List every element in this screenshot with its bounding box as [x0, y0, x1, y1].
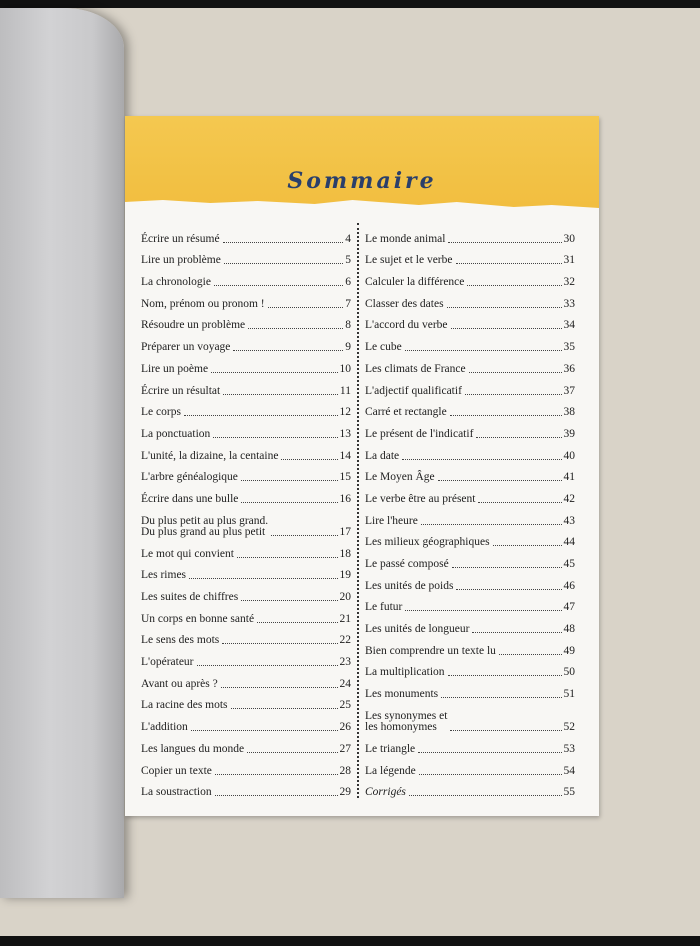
toc-entry-page-number: 12 — [339, 406, 351, 419]
toc-entry-page-number: 27 — [339, 742, 351, 755]
dot-leader — [248, 328, 343, 329]
toc-entry-label: Les milieux géographiques — [365, 536, 490, 549]
toc-entry — [141, 353, 351, 375]
toc-entry — [365, 777, 575, 799]
toc-entry-page-number: 4 — [345, 232, 351, 245]
photo-border-top — [0, 0, 700, 8]
toc-entry-label: Bien comprendre un texte lu — [365, 644, 496, 657]
toc-entry — [365, 678, 575, 700]
header-banner — [125, 116, 599, 216]
toc-entry — [141, 266, 351, 288]
left-page-footnote-illegible — [0, 760, 145, 887]
toc-entry-label: Le corps — [141, 406, 181, 419]
dot-leader — [405, 350, 562, 351]
toc-entry-label: Le Moyen Âge — [365, 471, 435, 484]
toc-entry-label: Les synonymes et les homonymes — [365, 710, 448, 734]
toc-entry — [365, 700, 575, 733]
dot-leader — [450, 730, 561, 731]
toc-entry-page-number: 41 — [563, 471, 575, 484]
toc-entry — [141, 310, 351, 332]
toc-entry-page-number: 25 — [339, 699, 351, 712]
toc-entry-label: Du plus petit au plus grand. Du plus grand au plus petit — [141, 514, 269, 538]
toc-entry-label: Nom, prénom ou pronom ! — [141, 297, 265, 310]
toc-entry — [365, 733, 575, 755]
toc-entry — [365, 288, 575, 310]
toc-entry — [141, 711, 351, 733]
toc-entry-page-number: 23 — [339, 656, 351, 669]
toc-entry — [365, 418, 575, 440]
toc-entry-page-number: 51 — [563, 688, 575, 701]
toc-entry — [141, 625, 351, 647]
dot-leader — [448, 675, 562, 676]
toc-entry-label: Écrire un résumé — [141, 232, 220, 245]
toc-entry-page-number: 32 — [563, 276, 575, 289]
toc-entry-label: L'opérateur — [141, 656, 194, 669]
toc-entry — [141, 440, 351, 462]
dot-leader — [476, 437, 561, 438]
dot-leader — [241, 502, 337, 503]
toc-entry — [141, 646, 351, 668]
toc-entry — [365, 375, 575, 397]
dot-leader — [257, 622, 337, 623]
toc-entry-page-number: 14 — [339, 449, 351, 462]
page-title: Sommaire — [287, 168, 437, 194]
dot-leader — [184, 415, 338, 416]
toc-entry — [141, 288, 351, 310]
toc-entry — [141, 603, 351, 625]
toc-entry — [141, 560, 351, 582]
dot-leader — [456, 589, 561, 590]
toc-entry-label: Le futur — [365, 601, 403, 614]
toc-entry-page-number: 53 — [563, 742, 575, 755]
toc-entry-label: Le passé composé — [365, 558, 449, 570]
toc-entry-label: Les monuments — [365, 688, 439, 701]
toc-entry-page-number: 10 — [339, 362, 351, 375]
toc-entry-label: Un corps en bonne santé — [141, 612, 255, 625]
dot-leader — [493, 545, 562, 546]
toc-entry-page-number: 46 — [563, 579, 575, 592]
dot-leader — [402, 459, 561, 460]
toc-entry — [365, 657, 575, 679]
toc-entry-label: Avant ou après ? — [141, 677, 218, 690]
toc-entry-label: L'unité, la dizaine, la centaine — [141, 449, 279, 462]
toc-entry-page-number: 55 — [563, 786, 575, 799]
dot-leader — [467, 285, 561, 286]
dot-leader — [469, 372, 562, 373]
toc-entry-page-number: 15 — [339, 471, 351, 484]
toc-entry-label: La multiplication — [365, 666, 445, 679]
toc-entry-label: Préparer un voyage — [141, 341, 231, 354]
toc-entry-page-number: 39 — [563, 427, 575, 440]
toc-entry — [365, 440, 575, 462]
table-of-contents-page — [125, 116, 599, 816]
toc-entry — [365, 613, 575, 635]
toc-entry — [141, 755, 351, 777]
dot-leader — [438, 480, 562, 481]
toc-entry — [365, 223, 575, 245]
toc-entry — [365, 548, 575, 570]
dot-leader — [409, 795, 562, 796]
toc-entry — [365, 527, 575, 549]
toc-entry-page-number: 6 — [345, 276, 351, 289]
toc-entry — [365, 310, 575, 332]
toc-entry-page-number: 18 — [339, 547, 351, 560]
dot-leader — [224, 263, 343, 264]
toc-entry — [141, 462, 351, 484]
toc-entry-page-number: 45 — [563, 558, 575, 570]
toc-entry — [365, 483, 575, 505]
toc-entry-page-number: 35 — [563, 341, 575, 354]
toc-entry — [365, 592, 575, 614]
toc-entry — [141, 223, 351, 245]
toc-entry — [141, 690, 351, 712]
toc-left-column — [141, 223, 351, 798]
toc-entry — [365, 266, 575, 288]
dot-leader — [419, 774, 562, 775]
toc-entry-label: L'accord du verbe — [365, 319, 448, 332]
dot-leader — [223, 242, 344, 243]
toc-entry-label: La légende — [365, 764, 416, 777]
toc-entry — [141, 733, 351, 755]
column-divider — [357, 223, 359, 798]
toc-entry-label: Classer des dates — [365, 297, 444, 310]
dot-leader — [451, 328, 562, 329]
toc-entry-label: Le sujet et le verbe — [365, 254, 453, 267]
dot-leader — [441, 697, 561, 698]
toc-entry — [141, 538, 351, 560]
toc-entry-page-number: 49 — [563, 644, 575, 657]
toc-entry-page-number: 20 — [339, 591, 351, 603]
toc-entry-page-number: 30 — [563, 232, 575, 245]
toc-entry-page-number: 5 — [345, 254, 351, 267]
dot-leader — [268, 307, 344, 308]
toc-entry-label: Les rimes — [141, 569, 187, 582]
toc-entry-label: L'addition — [141, 721, 188, 734]
dot-leader — [191, 730, 338, 731]
toc-entry-label: Écrire dans une bulle — [141, 492, 239, 505]
left-page — [0, 8, 124, 898]
toc-entry-page-number: 50 — [563, 666, 575, 679]
toc-entry-label: Le présent de l'indicatif — [365, 427, 474, 440]
toc-entry-page-number: 38 — [563, 406, 575, 419]
toc-entry — [141, 777, 351, 799]
dot-leader — [215, 774, 338, 775]
photo-border-bottom — [0, 936, 700, 946]
toc-entry-page-number: 28 — [339, 764, 351, 777]
toc-entry-page-number: 11 — [339, 384, 351, 397]
dot-leader — [456, 263, 562, 264]
toc-entry-label: La date — [365, 449, 400, 462]
toc-entry-page-number: 22 — [339, 634, 351, 647]
toc-entry-page-number: 42 — [563, 492, 575, 505]
toc-entry-page-number: 8 — [345, 319, 351, 332]
toc-entry-label: Les langues du monde — [141, 742, 245, 755]
dot-leader — [465, 394, 562, 395]
dot-leader — [421, 524, 562, 525]
toc-entry-page-number: 21 — [339, 612, 351, 625]
toc-entry-page-number: 33 — [563, 297, 575, 310]
toc-entry-page-number: 44 — [563, 536, 575, 549]
dot-leader — [233, 350, 343, 351]
dot-leader — [448, 242, 561, 243]
dot-leader — [189, 578, 337, 579]
toc-entry — [141, 375, 351, 397]
toc-entry — [141, 331, 351, 353]
dot-leader — [478, 502, 561, 503]
toc-entry-label: Carré et rectangle — [365, 406, 447, 419]
toc-entry-label: Les climats de France — [365, 362, 466, 375]
toc-entry-page-number: 24 — [339, 677, 351, 690]
toc-entry-page-number: 34 — [563, 319, 575, 332]
toc-entry-label: Lire un problème — [141, 254, 221, 267]
toc-entry — [365, 755, 575, 777]
toc-entry-label: Lire l'heure — [365, 514, 418, 527]
toc-entry-page-number: 52 — [563, 721, 575, 734]
toc-entry-page-number: 16 — [339, 492, 351, 505]
dot-leader — [214, 285, 343, 286]
toc-entry-label: Le verbe être au présent — [365, 492, 476, 505]
toc-entry-page-number: 48 — [563, 623, 575, 636]
toc-entry — [365, 635, 575, 657]
dot-leader — [215, 795, 338, 796]
dot-leader — [241, 480, 338, 481]
toc-entry — [365, 505, 575, 527]
dot-leader — [418, 752, 561, 753]
toc-entry-label: Calculer la différence — [365, 276, 465, 289]
dot-leader — [197, 665, 338, 666]
toc-entry-page-number: 40 — [563, 449, 575, 462]
dot-leader — [247, 752, 337, 753]
toc-entry-label: Copier un texte — [141, 764, 212, 777]
toc-entry — [141, 505, 351, 538]
dot-leader — [447, 307, 562, 308]
dot-leader — [472, 632, 561, 633]
toc-right-column — [365, 223, 575, 798]
toc-entry — [365, 570, 575, 592]
toc-entry — [141, 245, 351, 267]
toc-entry-label: Le mot qui convient — [141, 547, 234, 560]
dot-leader — [452, 567, 562, 568]
toc-entry-label: Résoudre un problème — [141, 319, 246, 332]
toc-entry — [365, 462, 575, 484]
dot-leader — [237, 557, 338, 558]
dot-leader — [213, 437, 337, 438]
dot-leader — [221, 687, 338, 688]
toc-entry-page-number: 54 — [563, 764, 575, 777]
toc-entry-label: La racine des mots — [141, 699, 228, 712]
dot-leader — [271, 535, 337, 536]
dot-leader — [231, 708, 338, 709]
dot-leader — [241, 600, 337, 601]
toc-entry-label: La ponctuation — [141, 427, 211, 440]
toc-entry-page-number: 13 — [339, 427, 351, 440]
toc-entry-label: Le monde animal — [365, 232, 446, 245]
toc-entry-label: Les suites de chiffres — [141, 591, 239, 603]
toc-entry-label: La soustraction — [141, 786, 212, 799]
toc-entry — [365, 331, 575, 353]
dot-leader — [450, 415, 562, 416]
toc-entry — [141, 668, 351, 690]
toc-entry — [141, 418, 351, 440]
toc-entry — [141, 397, 351, 419]
toc-entry-label: Le triangle — [365, 742, 416, 755]
toc-entry-page-number: 29 — [339, 786, 351, 799]
toc-entry-label: Le cube — [365, 341, 402, 354]
toc-entry-label: L'arbre généalogique — [141, 471, 238, 484]
dot-leader — [211, 372, 337, 373]
toc-entry-page-number: 37 — [563, 384, 575, 397]
dot-leader — [405, 610, 561, 611]
toc-entry-page-number: 43 — [563, 514, 575, 527]
dot-leader — [222, 643, 337, 644]
toc-entry-label: Le sens des mots — [141, 634, 220, 647]
toc-entry-label: La chronologie — [141, 276, 211, 289]
toc-entry-page-number: 7 — [345, 297, 351, 310]
dot-leader — [281, 459, 337, 460]
toc-entry-page-number: 47 — [563, 601, 575, 614]
toc-entry — [365, 245, 575, 267]
toc-entry-page-number: 9 — [345, 341, 351, 354]
toc-entry — [365, 397, 575, 419]
toc-entry-label: Corrigés — [365, 786, 406, 799]
toc-entry-page-number: 31 — [563, 254, 575, 267]
toc-entry-page-number: 36 — [563, 362, 575, 375]
toc-entry-label: Écrire un résultat — [141, 384, 221, 397]
toc-entry-label: Les unités de poids — [365, 579, 454, 592]
toc-entry — [141, 483, 351, 505]
toc-entry-page-number: 17 — [339, 525, 351, 538]
toc-entry-label: Les unités de longueur — [365, 623, 470, 636]
toc-entry-label: L'adjectif qualificatif — [365, 384, 462, 397]
toc-entry — [365, 353, 575, 375]
toc-entry — [141, 581, 351, 603]
toc-entry-page-number: 26 — [339, 721, 351, 734]
dot-leader — [223, 394, 338, 395]
toc-entry-label: Lire un poème — [141, 362, 209, 375]
toc-entry-page-number: 19 — [339, 569, 351, 582]
dot-leader — [499, 654, 562, 655]
